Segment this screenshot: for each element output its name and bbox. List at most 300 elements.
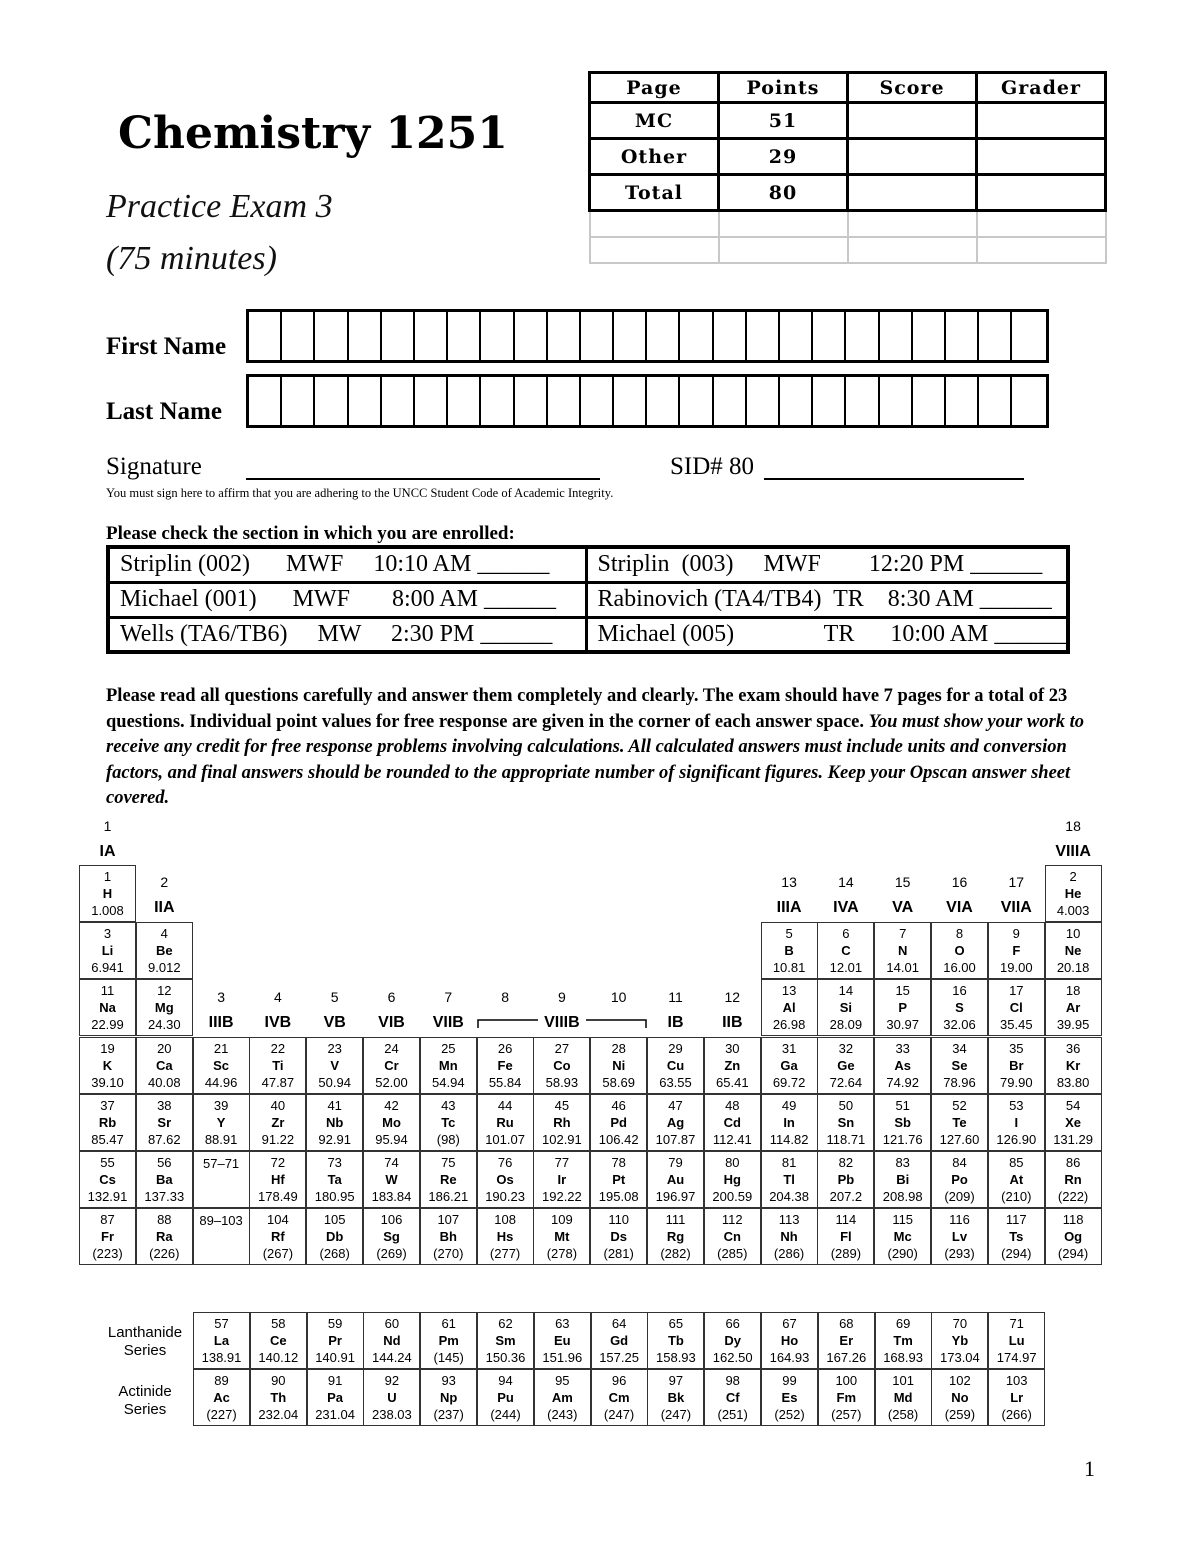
atomic-mass: 91.22 (261, 1131, 295, 1147)
atomic-mass: 28.09 (829, 1017, 863, 1033)
grader-cell[interactable] (977, 103, 1106, 139)
atomic-mass: 14.01 (886, 960, 919, 976)
name-char-box[interactable] (282, 377, 315, 425)
score-cell[interactable] (848, 103, 977, 139)
element-symbol: Co (553, 1057, 571, 1073)
element-symbol: Mo (382, 1114, 401, 1130)
atomic-mass: (277) (489, 1246, 521, 1262)
group-roman-label: IB (667, 1014, 684, 1031)
group-number: 5 (330, 989, 339, 1005)
score-cell[interactable] (848, 175, 977, 211)
element-symbol: Pu (497, 1390, 514, 1405)
atomic-number: 100 (835, 1373, 858, 1388)
element-Mt (533, 1208, 590, 1265)
atomic-mass: 150.36 (485, 1350, 526, 1365)
atomic-number: 72 (270, 1155, 286, 1170)
element-Nb (306, 1094, 363, 1151)
element-symbol: Au (666, 1172, 685, 1187)
element-symbol: Sr (157, 1114, 172, 1130)
element-Ta (306, 1151, 363, 1208)
element-symbol: Np (440, 1390, 458, 1405)
group-number: 6 (387, 989, 396, 1005)
element-symbol: Lr (1010, 1390, 1024, 1405)
element-symbol: Am (551, 1390, 573, 1405)
group-roman-label: IIIB (208, 1014, 234, 1031)
atomic-mass: 39.95 (1056, 1017, 1090, 1033)
group-roman-label: VIIIA (1055, 843, 1091, 860)
last-name-label: Last Name (106, 398, 222, 425)
element-Bi (874, 1151, 931, 1208)
element-Ca (136, 1037, 193, 1094)
atomic-number: 21 (213, 1040, 229, 1056)
name-char-box[interactable] (979, 312, 1012, 360)
element-symbol: Mt (554, 1229, 570, 1245)
last-name-boxes[interactable] (246, 374, 1049, 428)
element-Rb (79, 1094, 136, 1151)
name-char-box[interactable] (448, 377, 481, 425)
atomic-number: 81 (781, 1155, 797, 1170)
name-char-box[interactable] (680, 312, 713, 360)
element-symbol: K (102, 1057, 113, 1073)
series-label-line: Lanthanide (107, 1324, 183, 1341)
atomic-number: 97 (668, 1373, 684, 1388)
atomic-mass: 132.91 (87, 1189, 128, 1204)
element-symbol: Xe (1065, 1114, 1082, 1130)
blank-cell (590, 237, 719, 263)
atomic-number: 50 (838, 1097, 854, 1113)
atomic-mass: (209) (944, 1189, 975, 1204)
atomic-mass: 85.47 (91, 1131, 124, 1147)
name-char-box[interactable] (481, 377, 514, 425)
atomic-number: 80 (725, 1155, 740, 1170)
element-Rg (647, 1208, 704, 1265)
element-symbol: Pm (438, 1333, 459, 1348)
element-symbol: F (1012, 943, 1021, 959)
element-Gd (591, 1312, 648, 1369)
score-header-score: Score (848, 73, 977, 103)
atomic-number: 112 (721, 1212, 743, 1228)
element-symbol: Nh (780, 1229, 798, 1245)
atomic-number: 91 (327, 1373, 343, 1388)
name-char-box[interactable] (780, 312, 813, 360)
section-option[interactable]: Wells (TA6/TB6) MW 2:30 PM ______ (108, 617, 586, 652)
atomic-number: 53 (1009, 1097, 1024, 1113)
name-char-box[interactable] (1012, 377, 1045, 425)
name-char-box[interactable] (315, 312, 348, 360)
element-symbol: Ce (269, 1333, 287, 1348)
atomic-mass: (290) (887, 1246, 918, 1262)
name-char-box[interactable] (714, 377, 747, 425)
atomic-mass: (259) (944, 1407, 976, 1422)
name-char-box[interactable] (913, 312, 946, 360)
element-symbol: Cn (723, 1229, 741, 1245)
element-K (79, 1037, 136, 1094)
name-char-box[interactable] (647, 377, 680, 425)
sid-line[interactable] (764, 478, 1024, 480)
name-char-box[interactable] (382, 312, 415, 360)
atomic-mass: 58.93 (545, 1074, 579, 1090)
element-symbol: Rn (1064, 1172, 1082, 1187)
atomic-number: 39 (213, 1097, 229, 1113)
atomic-number: 70 (952, 1316, 968, 1331)
atomic-number: 106 (380, 1212, 403, 1228)
atomic-mass: (244) (490, 1407, 521, 1422)
atomic-mass: 127.60 (939, 1131, 980, 1147)
name-char-box[interactable] (979, 377, 1012, 425)
name-char-box[interactable] (813, 377, 846, 425)
atomic-number: 37 (100, 1097, 115, 1113)
atomic-number: 23 (327, 1040, 342, 1056)
signature-line[interactable] (246, 478, 600, 480)
name-char-box[interactable] (515, 312, 548, 360)
element-Bk (647, 1369, 704, 1426)
element-Dy (704, 1312, 761, 1369)
element-symbol: Gd (610, 1333, 629, 1348)
name-char-box[interactable] (846, 377, 879, 425)
name-char-box[interactable] (946, 312, 979, 360)
blank-cell (977, 237, 1106, 263)
name-char-box[interactable] (481, 312, 514, 360)
element-In (761, 1094, 818, 1151)
series-label-line: Series (123, 1342, 167, 1359)
element-symbol: Rb (98, 1114, 117, 1130)
name-char-box[interactable] (747, 312, 780, 360)
blank-cell (719, 211, 848, 238)
name-char-box[interactable] (448, 312, 481, 360)
name-char-box[interactable] (548, 312, 581, 360)
atomic-number: 67 (782, 1316, 797, 1331)
atomic-number: 95 (555, 1373, 570, 1388)
group-roman-label: IVA (833, 899, 859, 916)
element-Si (817, 979, 874, 1036)
element-Er (818, 1312, 875, 1369)
sid-label: SID# 80 (670, 453, 755, 480)
element-symbol: C (841, 943, 851, 959)
element-symbol: Fm (836, 1390, 857, 1405)
element-Co (533, 1037, 590, 1094)
element-symbol: Bi (896, 1172, 910, 1187)
atomic-mass: 44.96 (204, 1074, 238, 1090)
name-char-box[interactable] (349, 377, 382, 425)
atomic-number: 42 (384, 1097, 399, 1113)
element-symbol: W (385, 1172, 398, 1187)
element-symbol: S (955, 1000, 964, 1016)
atomic-number: 11 (100, 983, 115, 999)
element-U (363, 1369, 420, 1426)
atomic-mass: (243) (547, 1407, 578, 1422)
element-Al (761, 979, 818, 1036)
name-char-box[interactable] (315, 377, 348, 425)
name-char-box[interactable] (581, 377, 614, 425)
element-Ni (590, 1037, 647, 1094)
exam-title: Practice Exam 3 (106, 188, 333, 225)
element-symbol: Ds (610, 1229, 627, 1245)
name-char-box[interactable] (349, 312, 382, 360)
element-symbol: At (1009, 1172, 1024, 1187)
group-roman-label: VB (323, 1014, 346, 1031)
atomic-mass: 114.82 (769, 1131, 809, 1147)
element-Th (250, 1369, 307, 1426)
section-option[interactable]: Rabinovich (TA4/TB4) TR 8:30 AM ______ (586, 582, 1068, 617)
atomic-number: 83 (895, 1155, 910, 1170)
atomic-mass: (269) (376, 1246, 407, 1262)
section-option[interactable]: Michael (005) TR 10:00 AM ______ (586, 617, 1068, 652)
element-Ga (761, 1037, 818, 1094)
atomic-mass: (252) (774, 1407, 805, 1422)
atomic-number: 19 (100, 1040, 115, 1056)
element-Rf (249, 1208, 306, 1265)
element-symbol: Tm (893, 1333, 913, 1348)
atomic-mass: 195.08 (598, 1189, 639, 1204)
atomic-mass: 9.012 (148, 960, 181, 976)
element-Ce (250, 1312, 307, 1369)
course-title: Chemistry 1251 (118, 108, 508, 159)
group-roman-label: IA (99, 843, 116, 860)
element-B (761, 922, 818, 979)
name-char-box[interactable] (714, 312, 747, 360)
name-char-box[interactable] (415, 312, 448, 360)
atomic-mass: 106.42 (598, 1131, 639, 1147)
group-number: 15 (894, 874, 911, 890)
element-Tc (420, 1094, 477, 1151)
element-Np (420, 1369, 477, 1426)
element-H (79, 865, 136, 922)
element-Sc (193, 1037, 250, 1094)
grader-cell[interactable] (977, 139, 1106, 175)
element-symbol: Ga (780, 1057, 798, 1073)
atomic-mass: 168.93 (883, 1350, 923, 1365)
name-char-box[interactable] (680, 377, 713, 425)
atomic-number: 62 (498, 1316, 513, 1331)
atomic-mass: (237) (433, 1407, 464, 1422)
section-option[interactable]: Striplin (002) MWF 10:10 AM ______ (108, 547, 586, 582)
name-char-box[interactable] (249, 312, 282, 360)
element-symbol: Pa (327, 1390, 344, 1405)
atomic-number: 69 (895, 1316, 911, 1331)
name-char-box[interactable] (880, 312, 913, 360)
element-symbol: Cs (99, 1172, 116, 1187)
first-name-label: First Name (106, 333, 227, 360)
element-Pd (590, 1094, 647, 1151)
element-symbol: Mg (154, 1000, 174, 1016)
atomic-number: 26 (497, 1040, 513, 1056)
element-Ru (477, 1094, 534, 1151)
element-Cm (591, 1369, 648, 1426)
element-Rn (1045, 1151, 1102, 1208)
element-La (193, 1312, 250, 1369)
element-Ts (988, 1208, 1045, 1265)
element-Lr (988, 1369, 1045, 1426)
atomic-number: 28 (611, 1040, 626, 1056)
atomic-number: 87 (100, 1212, 115, 1228)
element-Hs (477, 1208, 534, 1265)
atomic-mass: 232.04 (258, 1407, 299, 1422)
element-Pa (307, 1369, 364, 1426)
atomic-number: 99 (782, 1373, 797, 1388)
atomic-mass: 238.03 (372, 1407, 412, 1422)
atomic-mass: (294) (1057, 1246, 1089, 1262)
atomic-number: 6 (842, 926, 850, 942)
name-char-box[interactable] (614, 312, 647, 360)
name-char-box[interactable] (515, 377, 548, 425)
atomic-number: 105 (323, 1212, 346, 1228)
element-symbol: Re (439, 1172, 457, 1187)
element-symbol: Nd (383, 1333, 401, 1348)
element-Be (136, 922, 193, 979)
element-symbol: V (330, 1057, 340, 1073)
element-symbol: Sn (837, 1114, 855, 1130)
element-Li (79, 922, 136, 979)
element-symbol: Mn (438, 1057, 458, 1073)
atomic-number: 34 (952, 1040, 967, 1056)
atomic-number: 36 (1065, 1040, 1081, 1056)
name-char-box[interactable] (581, 312, 614, 360)
element-symbol: Ir (557, 1172, 567, 1187)
element-symbol: Se (951, 1057, 968, 1073)
atomic-number: 113 (778, 1212, 800, 1228)
atomic-mass: 162.50 (712, 1350, 753, 1365)
element-symbol: Kr (1065, 1057, 1081, 1073)
atomic-number: 78 (611, 1155, 626, 1170)
atomic-mass: (222) (1057, 1189, 1089, 1204)
element-symbol: As (894, 1057, 911, 1073)
element-He (1045, 865, 1102, 922)
section-option[interactable]: Striplin (003) MWF 12:20 PM ______ (586, 547, 1068, 582)
element-Mn (420, 1037, 477, 1094)
atomic-number: 14 (838, 983, 854, 999)
atomic-mass: 200.59 (712, 1189, 753, 1204)
element-Nd (363, 1312, 420, 1369)
name-char-box[interactable] (647, 312, 680, 360)
name-char-box[interactable] (548, 377, 581, 425)
element-symbol: O (954, 943, 965, 959)
element-Cf (704, 1369, 761, 1426)
name-char-box[interactable] (282, 312, 315, 360)
name-char-box[interactable] (614, 377, 647, 425)
group-number: 9 (557, 989, 566, 1005)
atomic-mass: 40.08 (148, 1074, 181, 1090)
element-symbol: Li (101, 943, 114, 959)
name-char-box[interactable] (382, 377, 415, 425)
element-symbol: Sm (495, 1333, 516, 1348)
element-symbol: Zr (271, 1114, 285, 1130)
name-char-box[interactable] (780, 377, 813, 425)
name-char-box[interactable] (880, 377, 913, 425)
atomic-mass: 39.10 (91, 1074, 124, 1090)
atomic-number: 104 (267, 1212, 289, 1228)
atomic-mass: 6.941 (91, 960, 124, 976)
exam-duration: (75 minutes) (106, 240, 277, 277)
element-Os (477, 1151, 534, 1208)
element-symbol: Ne (1064, 943, 1082, 959)
group-number: 8 (501, 989, 509, 1005)
name-char-box[interactable] (415, 377, 448, 425)
element-symbol: Si (839, 1000, 853, 1016)
element-symbol: I (1014, 1114, 1019, 1130)
atomic-number: 65 (668, 1316, 684, 1331)
element-symbol: Zn (724, 1057, 741, 1073)
name-char-box[interactable] (813, 312, 846, 360)
atomic-mass: (258) (887, 1407, 919, 1422)
element-symbol: Cd (723, 1114, 741, 1130)
name-char-box[interactable] (1012, 312, 1045, 360)
name-char-box[interactable] (846, 312, 879, 360)
element-Ra (136, 1208, 193, 1265)
atomic-mass: 52.00 (375, 1074, 408, 1090)
element-Pt (590, 1151, 647, 1208)
score-cell[interactable] (848, 139, 977, 175)
element-symbol: Pd (610, 1114, 627, 1130)
atomic-number: 115 (892, 1212, 914, 1228)
group-roman-label: IIA (154, 899, 175, 916)
atomic-number: 31 (781, 1040, 797, 1056)
atomic-number: 85 (1009, 1155, 1024, 1170)
element-Lv (931, 1208, 988, 1265)
atomic-mass: 92.91 (318, 1131, 351, 1147)
atomic-mass: 79.90 (1000, 1074, 1033, 1090)
element-symbol: Fl (840, 1229, 852, 1245)
atomic-mass: 95.94 (375, 1131, 408, 1147)
grader-cell[interactable] (977, 175, 1106, 211)
element-Md (875, 1369, 932, 1426)
atomic-mass: 207.2 (829, 1189, 863, 1204)
atomic-mass: 83.80 (1056, 1074, 1090, 1090)
atomic-mass: 190.23 (485, 1189, 525, 1204)
group-bracket (476, 1014, 648, 1036)
first-name-boxes[interactable] (246, 309, 1049, 363)
section-option[interactable]: Michael (001) MWF 8:00 AM ______ (108, 582, 586, 617)
element-Cn (704, 1208, 761, 1265)
element-Ba (136, 1151, 193, 1208)
atomic-number: 16 (952, 983, 967, 999)
element-O (931, 922, 988, 979)
atomic-mass: (257) (831, 1407, 862, 1422)
element-Fr (79, 1208, 136, 1265)
atomic-mass: (251) (717, 1407, 748, 1422)
atomic-number: 40 (270, 1097, 286, 1113)
element-V (306, 1037, 363, 1094)
atomic-mass: (98) (436, 1131, 460, 1147)
section-table (106, 545, 1070, 654)
element-Sm (477, 1312, 534, 1369)
element-symbol: Cf (725, 1390, 740, 1405)
name-char-box[interactable] (946, 377, 979, 425)
atomic-number: 9 (1012, 926, 1020, 942)
element-symbol: Rh (553, 1114, 571, 1130)
atomic-number: 24 (384, 1040, 399, 1056)
element-symbol: Db (326, 1229, 344, 1245)
group-roman-label: VIIB (432, 1014, 464, 1031)
element-C (817, 922, 874, 979)
element-Sn (817, 1094, 874, 1151)
name-char-box[interactable] (913, 377, 946, 425)
atomic-mass: 183.84 (371, 1189, 412, 1204)
atomic-number: 90 (271, 1373, 286, 1388)
score-row-points: 51 (719, 103, 848, 139)
atomic-mass: 1.008 (91, 903, 124, 918)
atomic-number: 59 (327, 1316, 343, 1331)
element-Fl (817, 1208, 874, 1265)
element-symbol: Md (893, 1390, 913, 1405)
element-symbol: No (951, 1390, 969, 1405)
name-char-box[interactable] (249, 377, 282, 425)
name-char-box[interactable] (747, 377, 780, 425)
atomic-number: 51 (895, 1097, 910, 1113)
element-At (988, 1151, 1045, 1208)
atomic-mass: 22.99 (91, 1017, 124, 1033)
element-symbol: In (783, 1114, 795, 1130)
atomic-number: 55 (100, 1155, 115, 1170)
